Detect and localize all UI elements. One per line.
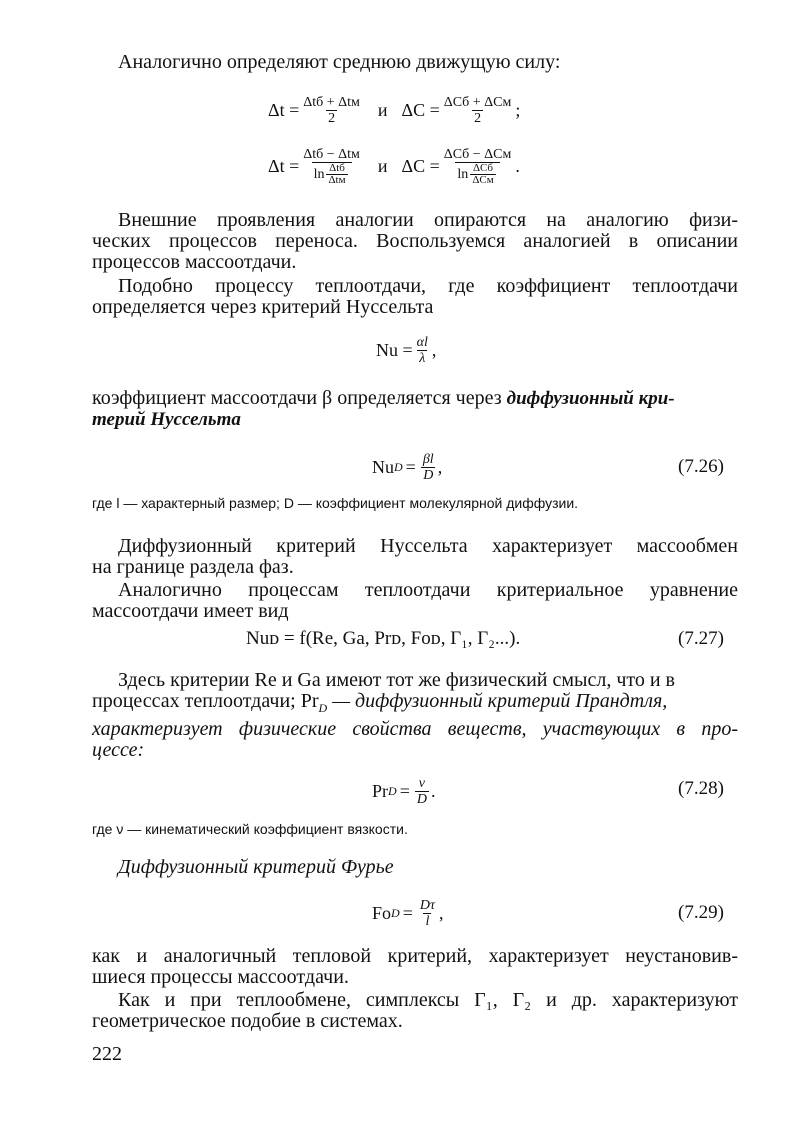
- numerator: βl: [422, 451, 434, 467]
- equation-number: (7.28): [678, 778, 724, 799]
- equation-mean-driving-force-log: [268, 140, 520, 192]
- eq-lhs: Pr: [372, 780, 389, 801]
- inner-fraction: [470, 163, 495, 186]
- denominator: D: [416, 791, 427, 807]
- ln-operator: ln: [313, 166, 325, 182]
- numerator: Dτ: [419, 897, 435, 913]
- footnote-definitions: где l — характерный размер; D — коэффициент молекулярной диффузии.: [92, 495, 579, 511]
- ln-operator: ln: [457, 166, 469, 182]
- text-line: определяется через критерий Нуссельта: [92, 296, 434, 318]
- text-line: Как и при теплообмене, симплексы Г₁, Г₂ и др. характеризуют: [118, 989, 738, 1011]
- fraction: [301, 147, 362, 186]
- fraction: [418, 898, 437, 929]
- text-span: коэффициент массоотдачи β определяется через: [92, 387, 502, 409]
- paragraph-analogy: [92, 210, 738, 273]
- numerator: ΔCб − ΔCм: [443, 146, 512, 162]
- paragraph-heat-transfer: [92, 276, 738, 318]
- text-line: шиеся процессы массоотдачи.: [92, 966, 349, 988]
- equals-sign: =: [399, 780, 410, 801]
- paragraph-criterial-equation: [92, 580, 738, 622]
- eq-lhs: Δt =: [268, 99, 300, 120]
- footnote-viscosity: где ν — кинематический коэффициент вязкости.: [92, 821, 408, 837]
- numerator: ΔCб + ΔCм: [443, 94, 512, 110]
- numerator: Δtб + Δtм: [303, 94, 360, 110]
- term-italic: диффузионный кри-: [506, 388, 675, 409]
- subscript: D: [388, 783, 397, 798]
- conjunction: и: [377, 155, 388, 176]
- punctuation: ,: [438, 902, 444, 923]
- eq-rhs-lhs: ΔC =: [401, 99, 440, 120]
- fraction: [442, 95, 514, 126]
- denominator: λ: [419, 350, 426, 366]
- equals-sign: =: [402, 902, 413, 923]
- fraction: [421, 452, 436, 483]
- numerator: Δtб − Δtм: [303, 146, 360, 162]
- eq-lhs: Δt =: [268, 155, 300, 176]
- denominator: 2: [328, 110, 336, 126]
- heading-fourier: Диффузионный критерий Фурье: [118, 856, 394, 878]
- paragraph-simplexes: [92, 990, 738, 1032]
- term-italic: — диффузионный критерий Прандтля,: [332, 690, 668, 712]
- denominator: ΔCм: [472, 173, 494, 186]
- denominator: [312, 162, 352, 186]
- fraction: [301, 95, 362, 126]
- paragraph-fourier-meaning: [92, 946, 738, 988]
- text-line: Внешние проявления аналогии опираются на аналогию физи-: [118, 209, 738, 231]
- punctuation: ;: [515, 99, 521, 120]
- punctuation: .: [430, 780, 436, 801]
- text-line: процессов массоотдачи.: [92, 251, 297, 273]
- equation-number: (7.27): [678, 628, 724, 649]
- numerator: αl: [416, 334, 428, 350]
- equation-number: (7.26): [678, 456, 724, 477]
- equation-mean-driving-force-arith: [268, 90, 520, 130]
- paragraph-diffusion-nusselt: [92, 388, 738, 430]
- text-line: массоотдачи имеет вид: [92, 600, 289, 622]
- eq-rhs-lhs: ΔC =: [401, 155, 440, 176]
- text-line: характеризует физические свойства веществ, участвующих в про-: [92, 718, 738, 740]
- subscript: D: [318, 701, 328, 715]
- numerator: ΔCб: [472, 161, 493, 174]
- equation-7-29: [372, 892, 443, 934]
- paragraph-prandtl: [92, 670, 738, 761]
- denominator: [455, 162, 499, 186]
- denominator: 2: [474, 110, 482, 126]
- eq-lhs: Nu: [372, 456, 394, 477]
- text-line: Диффузионный критерий Нуссельта характеризует массообмен: [118, 535, 738, 557]
- fraction: [415, 776, 429, 807]
- equation-7-26: [372, 446, 442, 488]
- text-line: ческих процессов переноса. Воспользуемся аналогией в описании: [92, 230, 738, 252]
- text-line: геометрическое подобие в системах.: [92, 1010, 403, 1032]
- numerator: ν: [418, 775, 426, 791]
- intro-paragraph: Аналогично определяют среднюю движущую силу:: [118, 51, 561, 73]
- denominator: D: [423, 467, 434, 483]
- punctuation: .: [515, 155, 520, 176]
- conjunction: и: [377, 99, 388, 120]
- equation-7-28: [372, 770, 435, 812]
- numerator: Δtб: [329, 161, 345, 174]
- text-line: Здесь критерии Re и Ga имеют тот же физический смысл, что и в: [118, 669, 676, 691]
- denominator: l: [425, 913, 430, 929]
- text-line: Подобно процессу теплоотдачи, где коэффициент теплоотдачи: [118, 275, 738, 297]
- text-line: как и аналогичный тепловой критерий, характеризует неустановив-: [92, 945, 738, 967]
- subscript: D: [391, 905, 400, 920]
- punctuation: ,: [437, 456, 443, 477]
- text-line: цессе:: [92, 739, 145, 761]
- equation-number: (7.29): [678, 902, 724, 923]
- subscript: D: [394, 459, 403, 474]
- inner-fraction: [326, 163, 347, 186]
- fraction: [442, 147, 514, 186]
- punctuation: ,: [431, 339, 437, 360]
- equation-7-27: Nuᴅ = f(Re, Ga, Prᴅ, Foᴅ, Г₁, Г₂...).: [246, 628, 521, 649]
- eq-lhs: Nu =: [376, 339, 413, 360]
- term-italic: терий Нуссельта: [92, 409, 241, 430]
- eq-lhs: Fo: [372, 902, 392, 923]
- text-line: Аналогично процессам теплоотдачи критериальное уравнение: [118, 579, 738, 601]
- paragraph-diffusion-nusselt-meaning: [92, 536, 738, 578]
- equals-sign: =: [405, 456, 416, 477]
- page-number: 222: [92, 1043, 122, 1065]
- fraction: [415, 335, 430, 366]
- text-span: процессах теплоотдачи; Pr: [92, 690, 319, 712]
- text-line: на границе раздела фаз.: [92, 556, 294, 578]
- equation-nusselt: [376, 330, 436, 370]
- denominator: Δtм: [328, 173, 346, 186]
